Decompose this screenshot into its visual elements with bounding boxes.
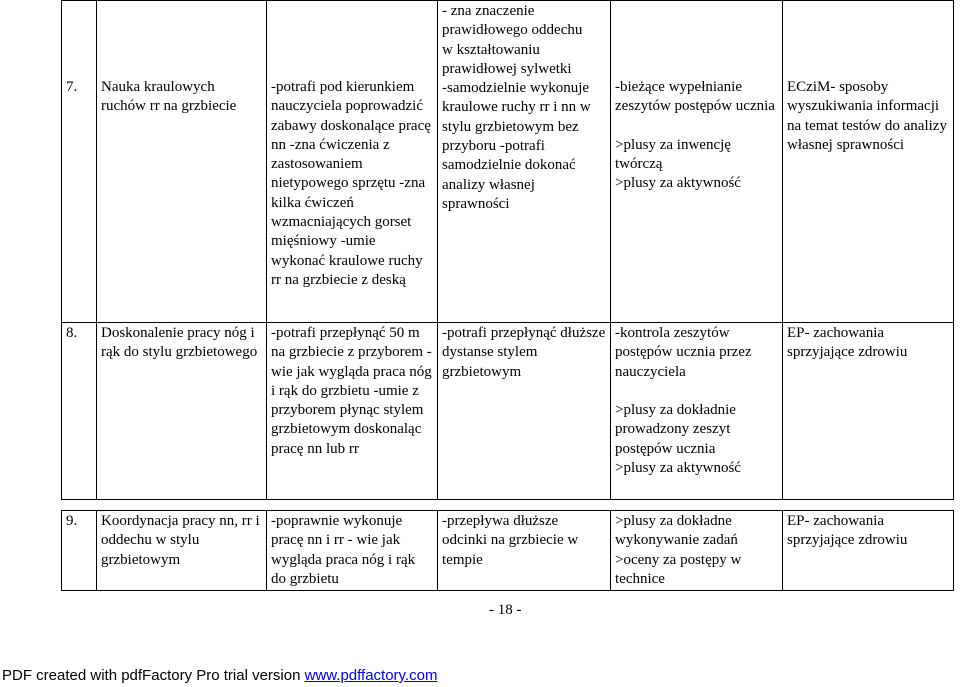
row-number-text: 7.: [66, 79, 78, 95]
elements-text: EP- zachowania sprzyjające zdrowiu: [787, 513, 908, 549]
topic-text: Nauka kraulowych ruchów rr na grzbiecie: [101, 79, 237, 115]
control-text: >plusy za inwencję twórczą: [615, 136, 731, 173]
elements-cell: [783, 323, 954, 500]
topic-cell: [97, 1, 267, 323]
requirements-cell: [267, 323, 438, 500]
extended-text: -przepływa dłuższe odcinki na grzbiecie w tempie: [442, 513, 579, 568]
control-cell: [611, 323, 783, 500]
extended-text: -potrafi przepłynąć dłuższe dystanse stylem grzbietowym: [442, 325, 606, 380]
carryover-line: - zna znaczenie: [442, 3, 535, 19]
control-text: >plusy za aktywność: [615, 175, 741, 192]
requirements-text: -poprawnie wykonuje pracę nn i rr - wie jak wygląda praca nóg i rąk do grzbietu: [271, 513, 416, 587]
control-cell: [611, 511, 783, 591]
curriculum-table: [61, 0, 954, 591]
page-number: - 18 -: [489, 602, 522, 618]
requirements-text: -potrafi pod kierunkiem nauczyciela poprowadzić zabawy doskonalące pracę nn -zna ćwiczenia z zastosowaniem nietypowego sprzętu -zna kilka ćwiczeń wzmacniających gorset mięśniowy -umie wykonać kraulowe ruchy rr na grzbiecie z deską: [271, 79, 431, 288]
control-text: >plusy za dokładnie prowadzony zeszyt postępów ucznia: [615, 402, 736, 457]
row-gap: [62, 500, 954, 511]
control-cell: [611, 1, 783, 323]
elements-text: ECziM- sposoby wyszukiwania informacji na temat testów do analizy własnej sprawności: [787, 79, 947, 153]
extended-text: -samodzielnie wykonuje kraulowe ruchy rr i nn w stylu grzbietowym bez przyboru -potrafi samodzielnie dokonać analizy własnej sprawności: [442, 80, 591, 212]
table-row-8: [62, 323, 954, 500]
topic-text: Koordynacja pracy nn, rr i oddechu w stylu grzbietowym: [101, 513, 260, 568]
pdf-footer: [2, 667, 437, 684]
carryover-line: w kształtowaniu: [442, 41, 540, 58]
row-number: [62, 1, 97, 323]
elements-cell: [783, 1, 954, 323]
footer-text: PDF created with pdfFactory Pro trial version: [2, 667, 305, 684]
topic-cell: [97, 511, 267, 591]
control-text: >plusy za aktywność: [615, 460, 741, 477]
extended-cell: [438, 1, 611, 323]
elements-text: EP- zachowania sprzyjające zdrowiu: [787, 325, 908, 361]
requirements-cell: [267, 1, 438, 323]
requirements-cell: [267, 511, 438, 591]
topic-text: Doskonalenie pracy nóg i rąk do stylu grzbietowego: [101, 325, 258, 361]
control-text: >oceny za postępy w technice: [615, 551, 742, 587]
control-text: >plusy za dokładne wykonywanie zadań: [615, 513, 738, 549]
table-row-7: [62, 1, 954, 323]
elements-cell: [783, 511, 954, 591]
carryover-line: prawidłowego oddechu: [442, 22, 583, 39]
control-text: -kontrola zeszytów postępów ucznia przez nauczyciela: [615, 325, 752, 380]
table-row-9: [62, 511, 954, 591]
extended-cell: [438, 323, 611, 500]
topic-cell: [97, 323, 267, 500]
extended-cell: [438, 511, 611, 591]
footer-link[interactable]: www.pdffactory.com: [304, 667, 438, 684]
carryover-line: prawidłowej sylwetki: [442, 60, 572, 77]
row-number: [62, 511, 97, 591]
requirements-text: -potrafi przepłynąć 50 m na grzbiecie z przyborem -wie jak wygląda praca nóg i rąk do grzbietu -umie z przyborem płynąc stylem grzbietowym doskonaląc pracę nn lub rr: [271, 325, 432, 457]
row-number-text: 8.: [66, 325, 78, 341]
row-number: [62, 323, 97, 500]
row-number-text: 9.: [66, 513, 78, 529]
control-text: -bieżące wypełnianie zeszytów postępów ucznia: [615, 79, 775, 115]
